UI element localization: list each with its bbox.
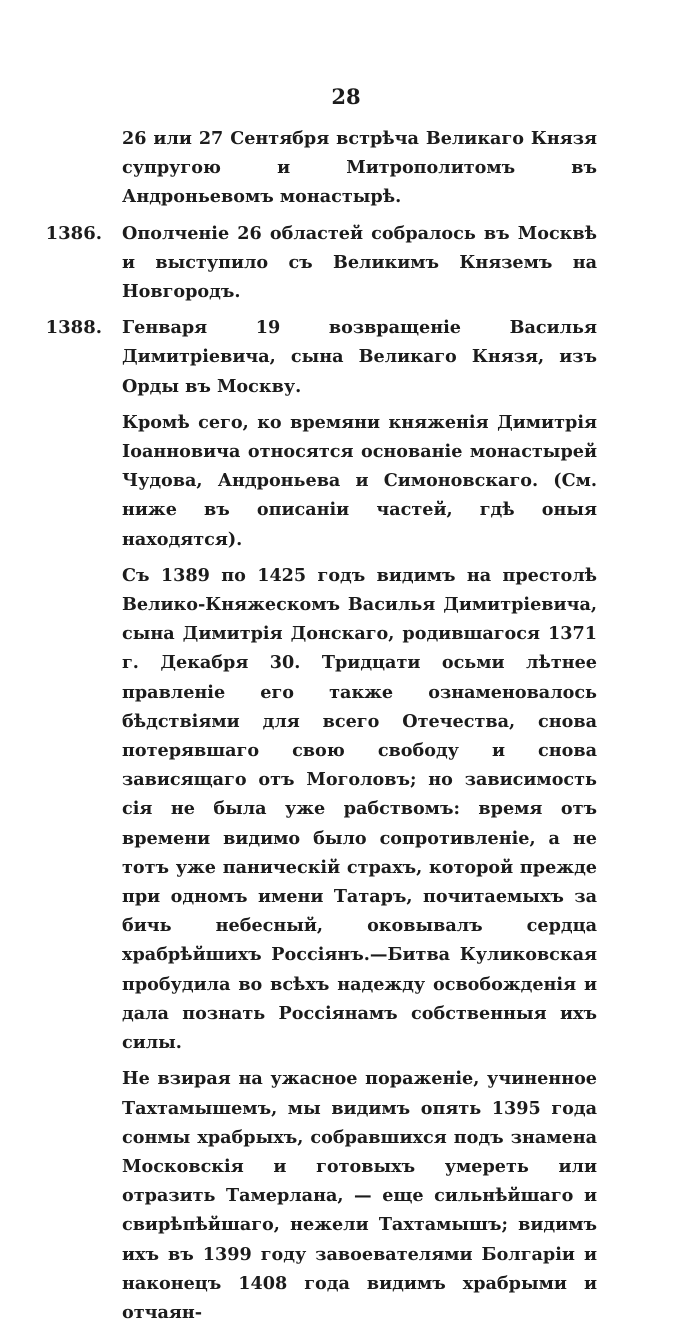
paragraph xyxy=(122,1064,597,1327)
paragraph xyxy=(122,124,597,212)
paragraph-text: Генваря 19 возвращеніе Василья Димитріевича, сына Великаго Князя, изъ Орды въ Москву. xyxy=(122,317,597,397)
paragraph-text: Съ 1389 по 1425 годъ видимъ на престолѣ Велико-Княжескомъ Василья Димитріевича, сына Димитрія Донскаго, родившагося 1371 г. Декабря 30. Тридцати осьми лѣтнее правленіе его также ознаменовалось бѣдствіями для всего Отечества, снова потерявшаго свою свободу и снова зависящаго отъ Моголовъ; но зависимость сія не была уже рабствомъ: время отъ времени видимо было сопротивленіе, а не тотъ уже паническій страхъ, которой прежде при одномъ имени Татаръ, почитаемыхъ за бичь небесный, оковывалъ сердца храбрѣйшихъ Россіянъ.—Битва Куликовская пробудила во всѣхъ надежду освобожденія и дала познать Россіянамъ собственныя ихъ силы. xyxy=(122,564,597,1054)
paragraph-text: 26 или 27 Сентября встрѣча Великаго Князя супругою и Митрополитомъ въ Андроньевомъ монастырѣ. xyxy=(122,128,597,208)
paragraph-text: Ополченіе 26 областей собралось въ Москвѣ и выступило съ Великимъ Княземъ на Новгородъ. xyxy=(122,222,597,303)
margin-year: 1386. xyxy=(45,222,102,244)
paragraph xyxy=(45,219,597,307)
paragraph xyxy=(122,561,597,1057)
margin-year: 1388. xyxy=(45,317,102,339)
paragraph-text: Кромѣ сего, ко времяни княженія Димитрія Іоанновича относятся основаніе монастырей Чудова, Андроньева и Симоновскаго. (См. ниже въ описаніи частей, гдѣ оныя находятся). xyxy=(122,411,597,550)
paragraph xyxy=(122,408,597,554)
paragraph-text: Не взирая на ужасное пораженіе, учиненное Тахтамышемъ, мы видимъ опять 1395 года сонмы храбрыхъ, собравшихся подъ знамена Московскія и готовыхъ умереть или отразить Тамерлана, — еще сильнѣйшаго и свирѣпѣйшаго, нежели Тахтамышъ; видимъ ихъ въ 1399 году завоевателями Болгаріи и наконецъ 1408 года видимъ храбрыми и отчаян- xyxy=(122,1068,597,1323)
page-number: 28 xyxy=(331,84,361,109)
paragraph xyxy=(45,313,597,401)
page-body xyxy=(45,124,597,1334)
